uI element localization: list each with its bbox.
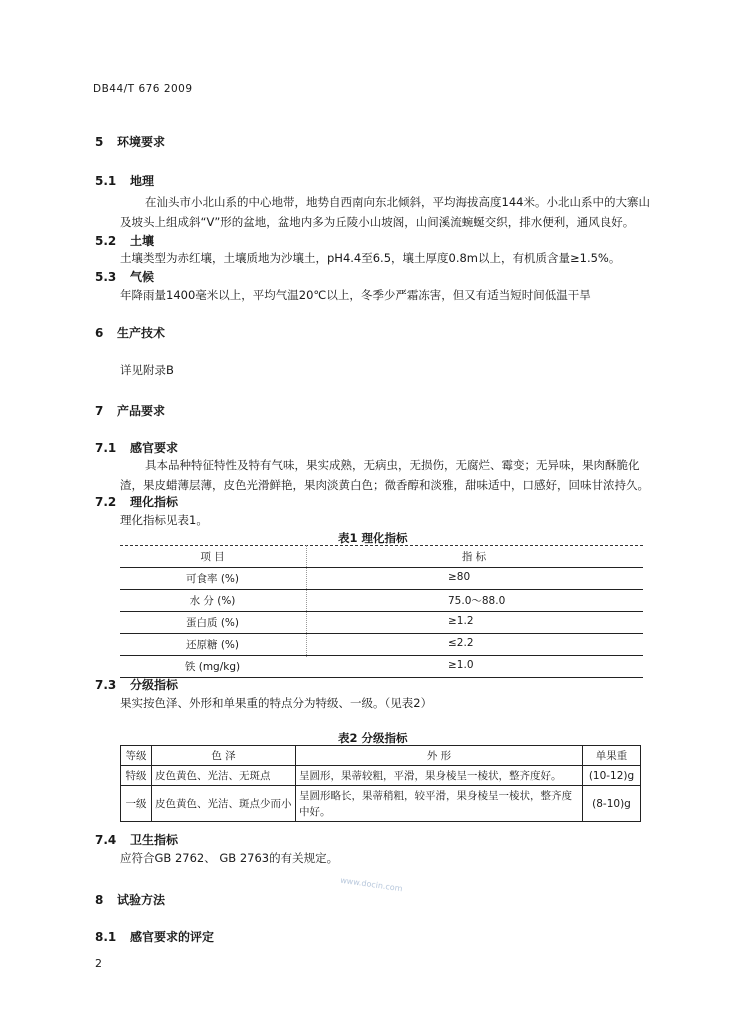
table-header-row (120, 545, 643, 568)
table-cell: (8-10)g (583, 786, 641, 822)
table-cell: 特级 (121, 766, 152, 786)
table-cell: 呈圆形略长，果蒂稍粗，较平滑，果身棱呈一棱状，整齐度中好。 (296, 786, 583, 822)
section-7-3-text: 果实按色泽、外形和单果重的特点分为特级、一级。（见表2） (120, 696, 433, 710)
section-5-1-text: 在汕头市小北山系的中心地带，地势自西南向东北倾斜，平均海拔高度144米。小北山系中的大寨山及坡头上组成斜“V”形的盆地，盆地内多为丘陵小山坡阁，山间溪流蜿蜒交织，排水便利，通风良好。 (120, 195, 650, 229)
table-header-cell: 项 目 (200, 551, 225, 563)
table-divider (306, 545, 307, 657)
table-cell: ≥80 (448, 571, 471, 583)
table-cell: 蛋白质 (%) (185, 617, 239, 629)
table-row (120, 634, 643, 656)
section-5-3-text: 年降雨量1400毫米以上，平均气温20℃以上，冬季少严霜冻害，但又有适当短时间低温干旱 (120, 288, 591, 302)
table-row (120, 656, 643, 678)
table-header-cell: 色 泽 (152, 746, 296, 766)
document-code: DB44/T 676 2009 (93, 83, 193, 95)
table-cell: 可食率 (%) (185, 573, 239, 585)
section-5-heading: 5 环境要求 (95, 135, 166, 149)
table-1 (120, 545, 643, 678)
section-7-2-text: 理化指标见表1。 (120, 513, 208, 527)
table-cell: 铁 (mg/kg) (184, 661, 241, 673)
table-1-caption: 表1 理化指标 (338, 531, 408, 545)
section-7-2-heading: 7.2 理化指标 (95, 495, 179, 509)
section-6-heading: 6 生产技术 (95, 326, 166, 340)
table-row (121, 766, 641, 786)
table-header-row (121, 746, 641, 766)
section-5-2-text: 土壤类型为赤红壤，土壤质地为沙壤土，pH4.4至6.5，壤土厚度0.8m以上，有机质含量≥1.5%。 (120, 251, 621, 265)
table-cell: (10-12)g (583, 766, 641, 786)
table-cell: 皮色黄色、光洁、斑点少而小 (152, 786, 296, 822)
watermark: www.docin.com (339, 875, 404, 894)
section-5-1-heading: 5.1 地理 (95, 174, 155, 188)
table-cell: 皮色黄色、光洁、无斑点 (152, 766, 296, 786)
table-2 (120, 745, 641, 822)
section-7-1-heading: 7.1 感官要求 (95, 441, 179, 455)
table-cell: 水 分 (%) (189, 595, 236, 607)
section-7-4-text: 应符合GB 2762、 GB 2763的有关规定。 (120, 851, 339, 865)
table-row (120, 590, 643, 612)
section-7-4-heading: 7.4 卫生指标 (95, 833, 179, 847)
table-2-caption: 表2 分级指标 (338, 731, 408, 745)
table-row (120, 568, 643, 590)
page-number: 2 (95, 957, 102, 970)
table-cell: ≥1.0 (448, 659, 474, 671)
section-7-1-text: 具本品种特征特性及特有气味，果实成熟，无病虫，无损伤，无腐烂、霉变；无异味，果肉酥脆化渣，果皮蜡薄层薄，皮色光滑鲜艳，果肉淡黄白色；微香醇和淡雅，甜味适中，口感好，回味甘浓持久。 (120, 458, 649, 492)
table-cell: 还原糖 (%) (185, 639, 239, 651)
section-5-3-heading: 5.3 气候 (95, 270, 155, 284)
table-cell: 呈圆形，果蒂较粗，平滑，果身棱呈一棱状，整齐度好。 (296, 766, 583, 786)
table-row (121, 786, 641, 822)
table-cell: ≥1.2 (448, 615, 474, 627)
section-8-1-heading: 8.1 感官要求的评定 (95, 930, 215, 944)
table-cell: ≤2.2 (448, 637, 474, 649)
table-header-cell: 外 形 (296, 746, 583, 766)
table-header-cell: 单果重 (583, 746, 641, 766)
section-5-2-heading: 5.2 土壤 (95, 234, 155, 248)
table-row (120, 612, 643, 634)
section-8-heading: 8 试验方法 (95, 893, 166, 907)
section-7-heading: 7 产品要求 (95, 404, 166, 418)
section-7-3-heading: 7.3 分级指标 (95, 678, 179, 692)
section-6-text: 详见附录B (120, 363, 174, 377)
table-cell: 一级 (121, 786, 152, 822)
table-cell: 75.0～88.0 (448, 595, 506, 607)
table-header-cell: 等级 (121, 746, 152, 766)
table-header-cell: 指 标 (461, 551, 487, 563)
